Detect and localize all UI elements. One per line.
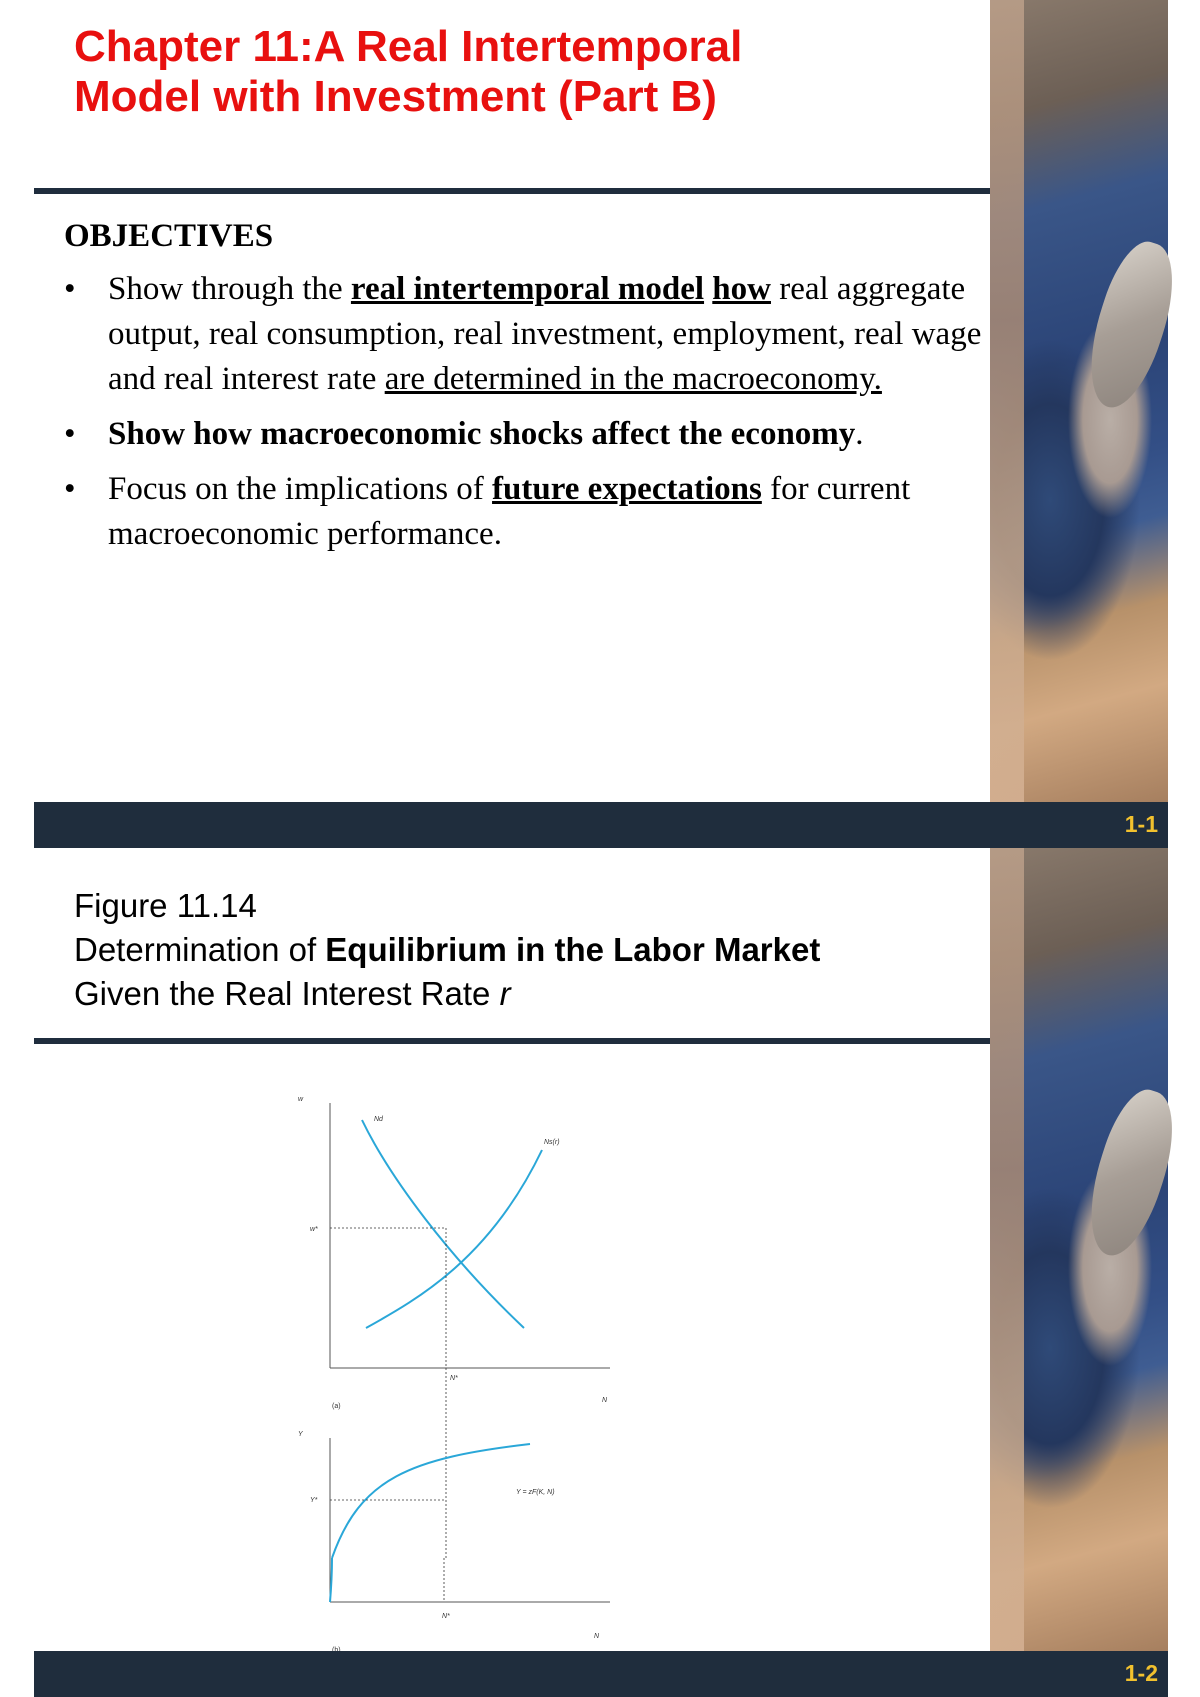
labor-market-figure [280, 958, 640, 1558]
bullet-dot: • [64, 271, 76, 307]
labor-demand-curve [362, 1120, 524, 1328]
slide-title [74, 22, 934, 122]
labor-supply-label: Ns(r) [544, 1139, 560, 1146]
page-number: 1-1 [1124, 811, 1158, 837]
title-line-1: Chapter 11:A Real Intertemporal [74, 22, 743, 71]
panel-a-y-label: w [298, 1096, 304, 1103]
panel-b-x-label: N [594, 1633, 600, 1640]
page-number: 1-2 [1124, 1660, 1158, 1686]
bullet-dot: • [64, 471, 76, 507]
eq-output-label: Y* [310, 1497, 318, 1504]
underlined-text: are determined in the macroeconomy. [384, 361, 882, 397]
emphasis-text: real intertemporal model [350, 271, 705, 307]
production-function-curve [332, 1444, 530, 1558]
emphasis-text: Show how macroeconomic shocks affect the economy [108, 416, 856, 452]
emphasis-text: future expectations [492, 471, 762, 507]
objectives-heading: OBJECTIVES [64, 218, 274, 254]
footer-bar [34, 802, 1168, 848]
production-figure-bottom [280, 1558, 640, 1658]
title-line-3: Given the Real Interest Rate r [74, 975, 511, 1012]
bullet-item: • Show through the real intertemporal model how real aggregate output, real consumption, real investment, employment, real wage and real interest rate are determined in the macroeconomy. [64, 267, 984, 402]
title-divider [34, 188, 990, 194]
eq-wage-label: w* [310, 1226, 318, 1233]
panel-b-eq-employment-label: N* [442, 1613, 450, 1620]
slide-1 [0, 0, 1200, 848]
decorative-rock-image [990, 0, 1168, 802]
title-line-1: Figure 11.14 [74, 887, 257, 924]
panel-a-eq-employment-label: N* [450, 1375, 458, 1382]
panel-a-x-label: N [602, 1397, 608, 1404]
bullet-item: • Focus on the implications of future expectations for current macroeconomic performance. [64, 467, 984, 557]
bullet-dot: • [64, 416, 76, 452]
labor-demand-label: Nd [374, 1116, 383, 1123]
panel-a-label: (a) [332, 1403, 341, 1410]
slide-2 [0, 848, 1200, 1697]
title-line-2: Model with Investment (Part B) [74, 72, 717, 121]
labor-supply-curve [366, 1150, 542, 1328]
panel-b-y-label: Y [298, 1431, 303, 1438]
production-function-label: Y = zF(K, N) [516, 1489, 555, 1496]
emphasis-text: how [712, 271, 771, 307]
title-line-2: Determination of Equilibrium in the Labor Market [74, 931, 821, 968]
footer-bar [34, 1651, 1168, 1697]
objectives-section [64, 218, 984, 567]
bullet-item: • Show how macroeconomic shocks affect the economy. [64, 412, 984, 457]
decorative-rock-image [990, 848, 1168, 1651]
